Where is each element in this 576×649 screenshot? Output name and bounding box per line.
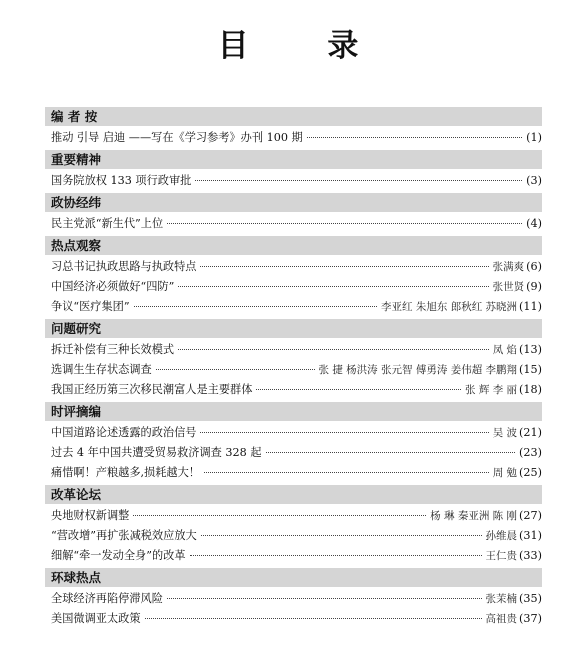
entry-page-number: (27) (519, 509, 542, 522)
section-header: 编 者 按 (45, 107, 542, 126)
entry-page-number: (18) (519, 383, 542, 396)
dot-leader (178, 348, 489, 350)
entry-authors: 张 辉 李 丽 (465, 384, 518, 396)
toc-entry[interactable] (45, 546, 542, 566)
entry-title: 全球经济再陷停滞风险 (51, 592, 163, 605)
entry-authors: 杨 琳 秦亚洲 陈 刚 (430, 510, 518, 522)
toc-entry[interactable] (45, 609, 542, 629)
entry-title: 国务院放权 133 项行政审批 (51, 174, 192, 187)
entry-title: 痛惜啊！产粮越多,损耗越大！ (51, 466, 200, 479)
entry-title: “营改增”再扩张减税效应放大 (51, 529, 197, 542)
section-header: 热点观察 (45, 236, 542, 255)
entry-authors: 吴 波 (492, 427, 518, 439)
entry-page-number: (11) (519, 300, 542, 313)
page-title: 目 录 (217, 28, 393, 64)
entry-authors: 张世贤 (492, 281, 525, 293)
entry-authors: 李亚红 朱旭东 郎秋红 苏晓洲 (381, 301, 518, 313)
entry-authors: 张 捷 杨洪涛 张元智 傅勇涛 姜伟超 李鹏翔 (318, 364, 518, 376)
entry-authors: 高祖贵 (485, 613, 518, 625)
entry-authors: 张茉楠 (485, 593, 518, 605)
entry-title: 推动 引导 启迪 ——写在《学习参考》办刊 100 期 (51, 131, 303, 144)
entry-page-number: (3) (526, 174, 542, 187)
section-header: 重要精神 (45, 150, 542, 169)
section-header: 时评摘编 (45, 402, 542, 421)
dot-leader (167, 222, 522, 224)
toc-entry[interactable] (45, 526, 542, 546)
toc-entry[interactable] (45, 380, 542, 400)
toc-entry[interactable] (45, 360, 542, 380)
entry-page-number: (4) (526, 217, 542, 230)
toc-entry[interactable] (45, 423, 542, 443)
toc-entry[interactable] (45, 128, 542, 148)
entry-title: 习总书记执政思路与执政特点 (51, 260, 197, 273)
entry-page-number: (31) (519, 529, 542, 542)
entry-page-number: (23) (519, 446, 542, 459)
toc-entry[interactable] (45, 277, 542, 297)
entry-authors: 孙维晨 (485, 530, 518, 542)
entry-authors: 王仁贵 (485, 550, 518, 562)
dot-leader (307, 136, 522, 138)
dot-leader (145, 617, 482, 619)
entry-authors: 张满爽 (492, 261, 525, 273)
entry-title: 央地财权新调整 (51, 509, 130, 522)
toc-entry[interactable] (45, 443, 542, 463)
entry-title: 选调生生存状态调查 (51, 363, 152, 376)
entry-authors: 周 勉 (492, 467, 518, 479)
entry-title: 细解“牵一发动全身”的改革 (51, 549, 186, 562)
entry-page-number: (21) (519, 426, 542, 439)
toc-entry[interactable] (45, 589, 542, 609)
entry-title: 争议“医疗集团” (51, 300, 130, 313)
entry-page-number: (13) (519, 343, 542, 356)
dot-leader (195, 179, 522, 181)
entry-page-number: (6) (526, 260, 542, 273)
entry-authors: 凤 焰 (492, 344, 518, 356)
entry-title: 中国经济必须做好“四防” (51, 280, 175, 293)
toc-entry[interactable] (45, 463, 542, 483)
section-header: 问题研究 (45, 319, 542, 338)
entry-title: 拆迁补偿有三种长效模式 (51, 343, 175, 356)
dot-leader (200, 265, 488, 267)
dot-leader (156, 368, 315, 370)
toc-entry[interactable] (45, 257, 542, 277)
dot-leader (167, 597, 482, 599)
entry-page-number: (37) (519, 612, 542, 625)
section-header: 政协经纬 (45, 193, 542, 212)
toc-entry[interactable] (45, 506, 542, 526)
entry-page-number: (1) (526, 131, 542, 144)
dot-leader (201, 534, 482, 536)
dot-leader (256, 388, 461, 390)
dot-leader (190, 554, 482, 556)
section-header: 环球热点 (45, 568, 542, 587)
toc-entry[interactable] (45, 297, 542, 317)
entry-title: 美国微调亚太政策 (51, 612, 141, 625)
dot-leader (204, 471, 489, 473)
toc-entry[interactable] (45, 171, 542, 191)
toc-entry[interactable] (45, 340, 542, 360)
entry-title: 中国道路论述透露的政治信号 (51, 426, 197, 439)
entry-title: 民主党派“新生代”上位 (51, 217, 164, 230)
toc-list (45, 107, 542, 629)
dot-leader (200, 431, 488, 433)
entry-page-number: (35) (519, 592, 542, 605)
dot-leader (134, 305, 377, 307)
dot-leader (266, 451, 516, 453)
entry-page-number: (15) (519, 363, 542, 376)
entry-page-number: (9) (526, 280, 542, 293)
entry-title: 过去 4 年中国共遭受贸易救济调查 328 起 (51, 446, 262, 459)
section-header: 改革论坛 (45, 485, 542, 504)
toc-entry[interactable] (45, 214, 542, 234)
dot-leader (178, 285, 488, 287)
entry-page-number: (33) (519, 549, 542, 562)
entry-title: 我国正经历第三次移民潮富人是主要群体 (51, 383, 253, 396)
entry-page-number: (25) (519, 466, 542, 479)
dot-leader (133, 514, 426, 516)
